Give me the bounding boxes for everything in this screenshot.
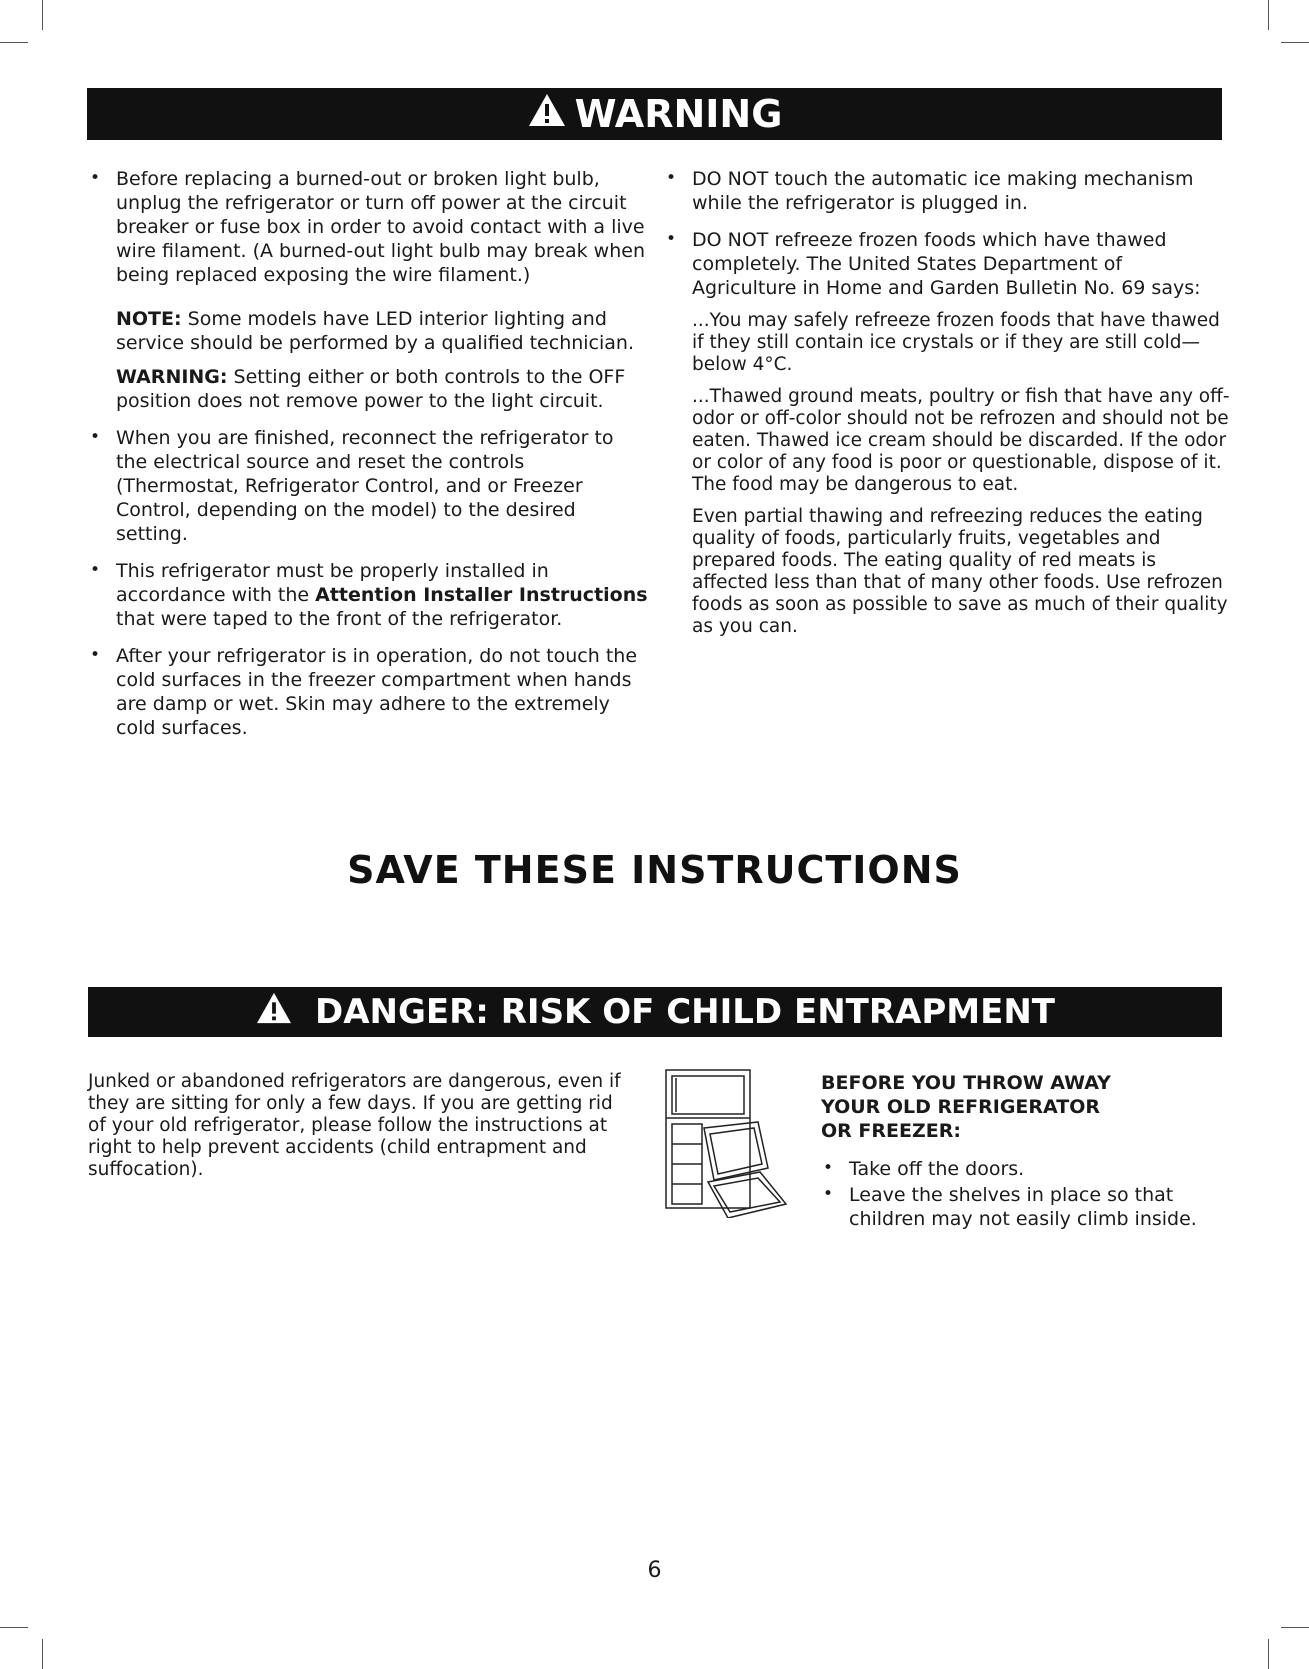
crop-mark bbox=[0, 1627, 28, 1628]
page-number: 6 bbox=[647, 1558, 662, 1583]
note-paragraph bbox=[116, 307, 648, 355]
list-item bbox=[88, 167, 648, 413]
left-column bbox=[88, 167, 648, 753]
throw-away-section bbox=[821, 1071, 1221, 1244]
list-item bbox=[88, 644, 648, 740]
danger-intro bbox=[88, 1071, 628, 1181]
list-item bbox=[88, 559, 648, 631]
crop-mark bbox=[1268, 1639, 1269, 1669]
reconnect-text: When you are finished, reconnect the refrigerator to the electrical source and reset the controls (Thermostat, Refrigerator Control, and or Freezer Control, depending on the model) to the desired setting. bbox=[116, 427, 614, 545]
warning-label: WARNING: bbox=[116, 366, 228, 388]
crop-mark bbox=[1281, 1627, 1309, 1628]
danger-intro-text: Junked or abandoned refrigerators are dangerous, even if they are sitting for only a few days. If you are getting rid of your old refrigerator, please follow the instructions at right to help prevent accidents (child entrapment and suffocation). bbox=[88, 1071, 621, 1180]
thawing-paragraph: Even partial thawing and refreezing reduces the eating quality of foods, particularly fruits, vegetables and prepared foods. The eating quality of red meats is affected less than that of many other foods. Use refrozen foods as soon as possible to save as much of their quality as you can. bbox=[692, 506, 1228, 637]
warning-paragraph bbox=[116, 365, 648, 413]
cold-surfaces-text: After your refrigerator is in operation, do not touch the cold surfaces in the freezer compartment when hands are damp or wet. Skin may adhere to the extremely cold surfaces. bbox=[116, 645, 638, 739]
danger-banner bbox=[88, 987, 1222, 1037]
list-item bbox=[664, 228, 1230, 300]
list-item bbox=[88, 426, 648, 546]
heading-line: OR FREEZER: bbox=[821, 1120, 961, 1142]
step-text: Take off the doors. bbox=[849, 1158, 1025, 1180]
crop-mark bbox=[42, 1639, 43, 1669]
bulb-replacement-text: Before replacing a burned-out or broken light bulb, unplug the refrigerator or turn off power at the circuit breaker or fuse box in order to avoid contact with a live wire filament. (A burned-out light bulb may break when being replaced exposing the wire filament.) bbox=[116, 168, 645, 286]
list-item bbox=[664, 167, 1230, 215]
crop-mark bbox=[0, 42, 28, 43]
crop-mark bbox=[1268, 0, 1269, 30]
warning-triangle-icon bbox=[527, 92, 567, 137]
refreeze-text: DO NOT refreeze frozen foods which have thawed completely. The United States Department of Agriculture in Home and Garden Bulletin No. 69 says: bbox=[692, 229, 1201, 299]
usda-quote-1: ...You may safely refreeze frozen foods that have thawed if they still contain ice crystals or if they are still cold—below 4°C. bbox=[692, 310, 1220, 375]
step-text: Leave the shelves in place so that children may not easily climb inside. bbox=[849, 1184, 1197, 1230]
usda-quote-2: ...Thawed ground meats, poultry or fish that have any off-odor or off-color should not be refrozen and should not be eaten. Thawed ice cream should be discarded. If the odor or color of any food is poor or questionable, dispose of it. The food may be dangerous to eat. bbox=[692, 386, 1230, 495]
refrigerator-illustration bbox=[664, 1068, 788, 1218]
ice-maker-text: DO NOT touch the automatic ice making mechanism while the refrigerator is plugged in. bbox=[692, 168, 1194, 214]
warning-title: WARNING bbox=[574, 92, 783, 136]
heading-line: BEFORE YOU THROW AWAY bbox=[821, 1072, 1111, 1094]
note-text: Some models have LED interior lighting and service should be performed by a qualified technician. bbox=[116, 308, 635, 354]
list-item bbox=[821, 1183, 1221, 1231]
throw-away-heading bbox=[821, 1071, 1221, 1143]
heading-line: YOUR OLD REFRIGERATOR bbox=[821, 1096, 1101, 1118]
warning-banner bbox=[87, 88, 1222, 140]
crop-mark bbox=[42, 0, 43, 30]
warning-triangle-icon bbox=[255, 991, 293, 1034]
crop-mark bbox=[1281, 42, 1309, 43]
install-text: This refrigerator must be properly installed in accordance with the bbox=[116, 560, 549, 606]
install-text-end: that were taped to the front of the refrigerator. bbox=[116, 608, 563, 630]
right-column bbox=[664, 167, 1230, 648]
danger-title: DANGER: RISK OF CHILD ENTRAPMENT bbox=[315, 992, 1055, 1032]
list-item bbox=[821, 1157, 1221, 1181]
note-label: NOTE: bbox=[116, 308, 182, 330]
save-instructions-heading: SAVE THESE INSTRUCTIONS bbox=[347, 848, 962, 892]
warning-text: Setting either or both controls to the OFF position does not remove power to the light circuit. bbox=[116, 366, 626, 412]
installer-instructions-label: Attention Installer Instructions bbox=[315, 584, 648, 606]
